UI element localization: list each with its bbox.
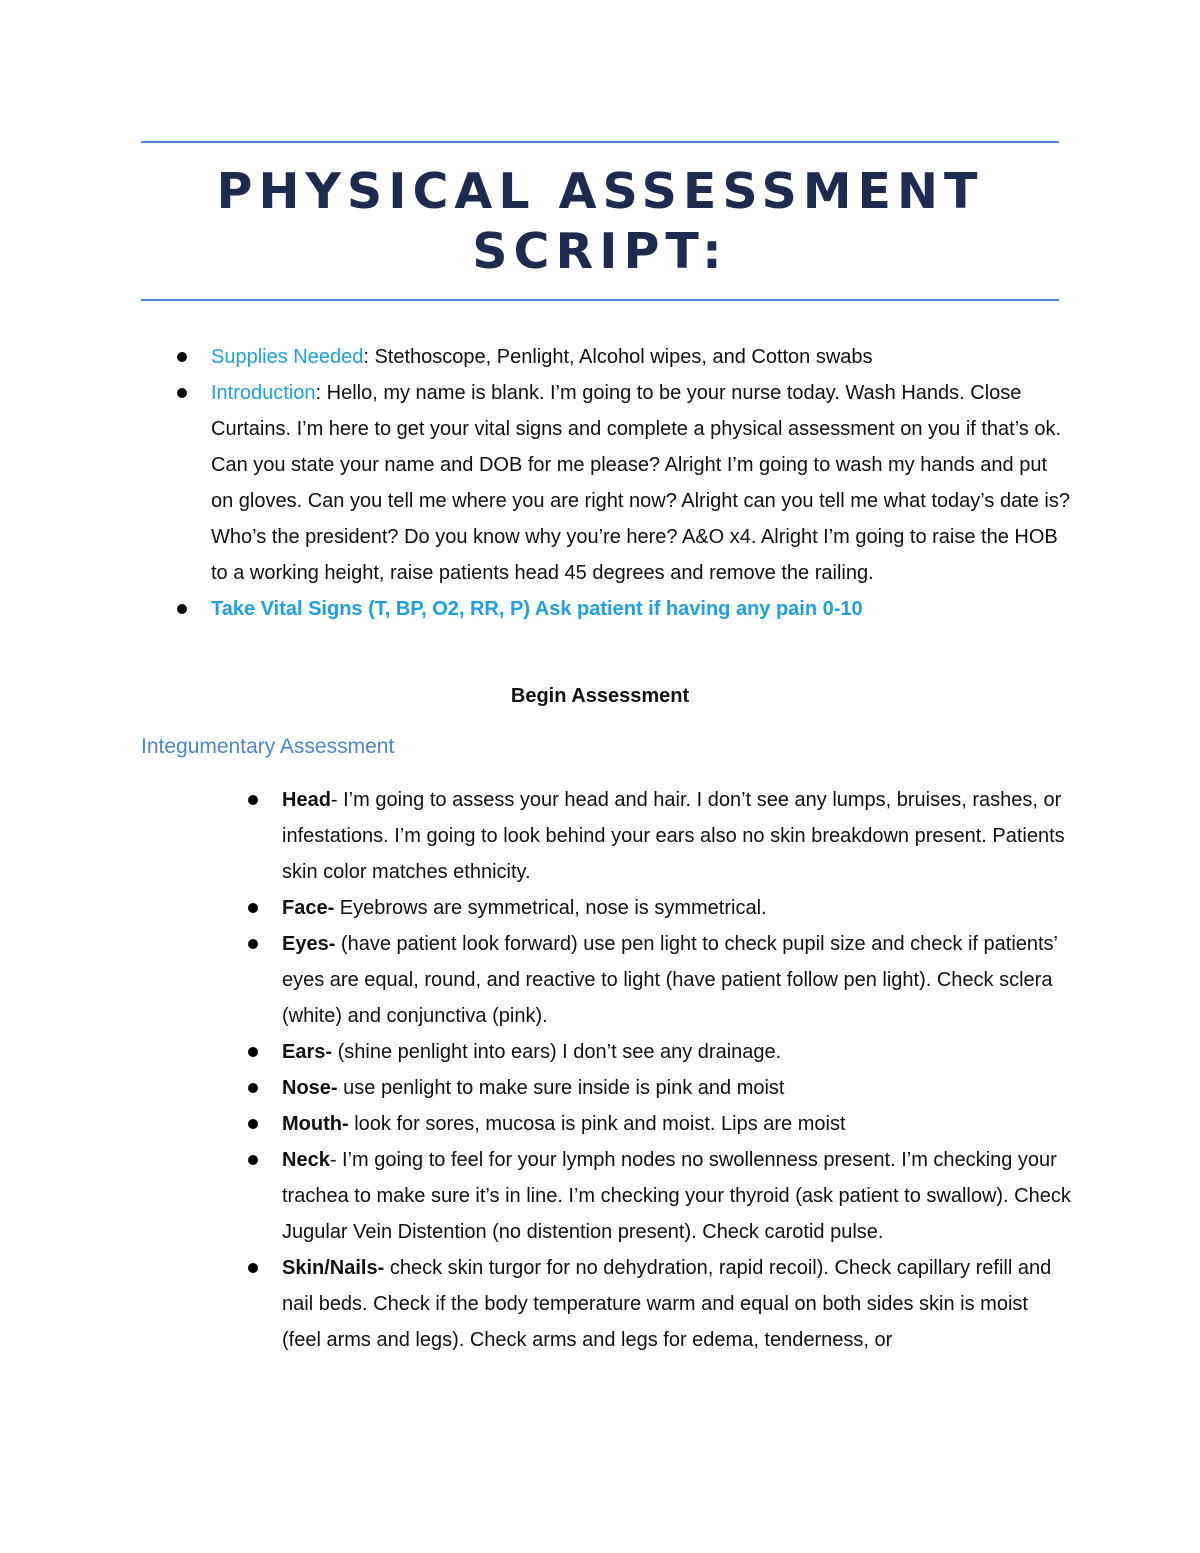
list-item-introduction [211,375,1071,591]
eyes-term: Eyes- [282,933,336,955]
bullet-icon [248,795,258,805]
list-item-supplies [211,339,1071,375]
title-bottom-rule [141,299,1059,301]
intro-list [211,339,1071,627]
list-item-skin-nails [282,1250,1072,1358]
bullet-icon [248,939,258,949]
bullet-icon [177,604,187,614]
list-item-eyes [282,926,1072,1034]
list-item-vital-signs [211,591,1071,627]
mouth-term: Mouth- [282,1113,349,1135]
bullet-icon [248,1119,258,1129]
bullet-icon [248,1047,258,1057]
ears-text: (shine penlight into ears) I don’t see any drainage. [332,1041,782,1063]
face-text: Eyebrows are symmetrical, nose is symmetrical. [334,897,767,919]
skin-nails-term: Skin/Nails- [282,1257,385,1279]
skin-nails-text: check skin turgor for no dehydration, rapid recoil). Check capillary refill and nail beds. Check if the body temperature warm and equal on both sides skin is moist (feel arms and legs). Check arms and legs for edema, tenderness, or [282,1257,1052,1351]
list-item-nose [282,1070,1072,1106]
bullet-icon [248,1083,258,1093]
bullet-icon [248,1263,258,1273]
list-item-neck [282,1142,1072,1250]
assessment-list [282,782,1072,1358]
bullet-icon [177,352,187,362]
introduction-text: Hello, my name is blank. I’m going to be your nurse today. Wash Hands. Close Curtains. I’m here to get your vital signs and complete a physical assessment on you if that’s ok. Can you state your name and DOB for me please? Alright I’m going to wash my hands and put on gloves. Can you tell me where you are right now? Alright can you tell me what today’s date is? Who’s the president? Do you know why you’re here? A&O x4. Alright I’m going to raise the HOB to a working height, raise patients head 45 degrees and remove the railing. [211,382,1070,584]
bullet-icon [248,903,258,913]
list-item-mouth [282,1106,1072,1142]
list-item-face [282,890,1072,926]
bullet-icon [177,388,187,398]
nose-text: use penlight to make sure inside is pink and moist [337,1077,785,1099]
neck-text: - I’m going to feel for your lymph nodes no swollenness present. I’m checking your trachea to make sure it’s in line. I’m checking your thyroid (ask patient to swallow). Check Jugular Vein Distention (no distention present). Check carotid pulse. [282,1149,1071,1243]
introduction-label: Introduction [211,382,316,404]
title-top-rule [141,141,1059,143]
head-term: Head [282,789,331,811]
nose-term: Nose- [282,1077,338,1099]
face-term: Face- [282,897,335,919]
eyes-text: (have patient look forward) use pen light to check pupil size and check if patients’ eyes are equal, round, and reactive to light (have patient follow pen light). Check sclera (white) and conjunctiva (pink). [282,933,1058,1027]
bullet-icon [248,1155,258,1165]
title-line-1: PHYSICAL ASSESSMENT [216,163,984,220]
title-line-2: SCRIPT: [472,223,728,280]
list-item-ears [282,1034,1072,1070]
head-text: - I’m going to assess your head and hair. I don’t see any lumps, bruises, rashes, or infestations. I’m going to look behind your ears also no skin breakdown present. Patients skin color matches ethnicity. [282,789,1065,883]
neck-term: Neck [282,1149,330,1171]
mouth-text: look for sores, mucosa is pink and moist. Lips are moist [348,1113,846,1135]
supplies-label: Supplies Needed [211,346,364,368]
begin-assessment-heading: Begin Assessment [510,685,690,707]
introduction-colon: : [315,382,322,404]
integumentary-section-heading: Integumentary Assessment [141,735,395,758]
vital-signs-text: Take Vital Signs (T, BP, O2, RR, P) Ask patient if having any pain 0-10 [211,598,863,620]
list-item-head [282,782,1072,890]
ears-term: Ears- [282,1041,333,1063]
document-title [141,162,1059,282]
supplies-colon: : [363,346,369,368]
supplies-text: Stethoscope, Penlight, Alcohol wipes, and Cotton swabs [368,346,873,368]
